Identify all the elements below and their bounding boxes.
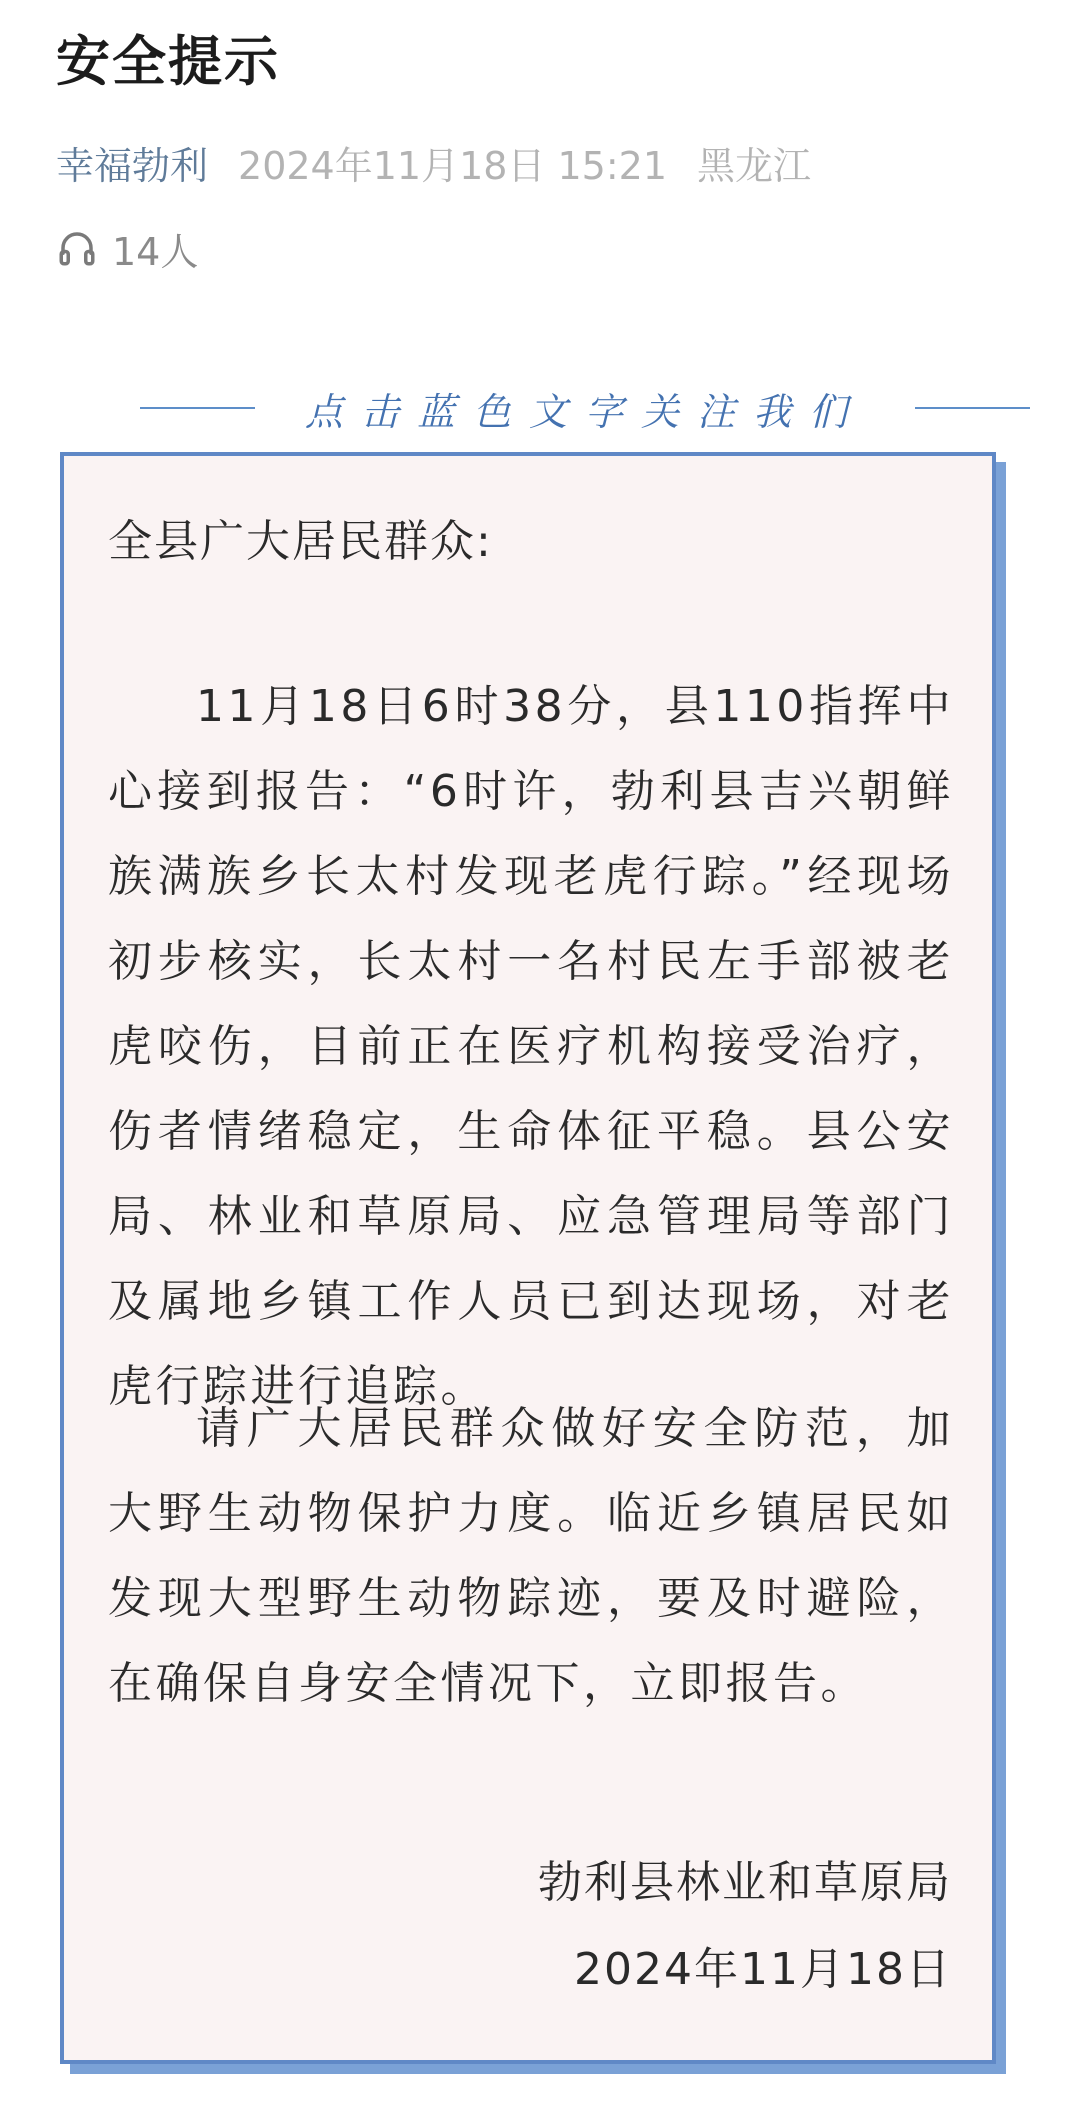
- notice-card: [60, 452, 996, 2064]
- headphones-icon: [56, 227, 98, 269]
- banner-divider-right: [915, 407, 1030, 409]
- page-title: 安全提示: [56, 30, 280, 93]
- notice-paragraph: 11月18日6时38分，县110指挥中心接到报告：“6时许，勃利县吉兴朝鲜族满族乡长太村发现老虎行踪。”经现场初步核实，长太村一名村民左手部被老虎咬伤，目前正在医疗机构接受治疗，伤者情绪稳定，生命体征平稳。县公安局、林业和草原局、应急管理局等部门及属地乡镇工作人员已到达现场，对老虎行踪进行追踪。: [108, 681, 954, 1412]
- notice-paragraph: 请广大居民群众做好安全防范，加大野生动物保护力度。临近乡镇居民如发现大型野生动物踪迹，要及时避险，在确保自身安全情况下，立即报告。: [108, 1403, 954, 1709]
- author-link[interactable]: 幸福勃利: [56, 144, 209, 188]
- banner-divider-left: [140, 407, 255, 409]
- follow-us-text[interactable]: 点击蓝色文字关注我们: [305, 389, 866, 434]
- listen-count: 14人: [112, 229, 199, 274]
- listen-button[interactable]: [56, 222, 198, 274]
- signature-organization: 勃利县林业和草原局: [538, 1857, 952, 1908]
- follow-banner[interactable]: [140, 380, 1030, 436]
- publish-datetime: 2024年11月18日 15:21: [238, 144, 668, 188]
- region-label: 黑龙江: [697, 144, 812, 188]
- article-meta: [56, 138, 811, 194]
- notice-salutation: 全县广大居民群众:: [108, 516, 493, 567]
- signature-date: 2024年11月18日: [574, 1944, 952, 1995]
